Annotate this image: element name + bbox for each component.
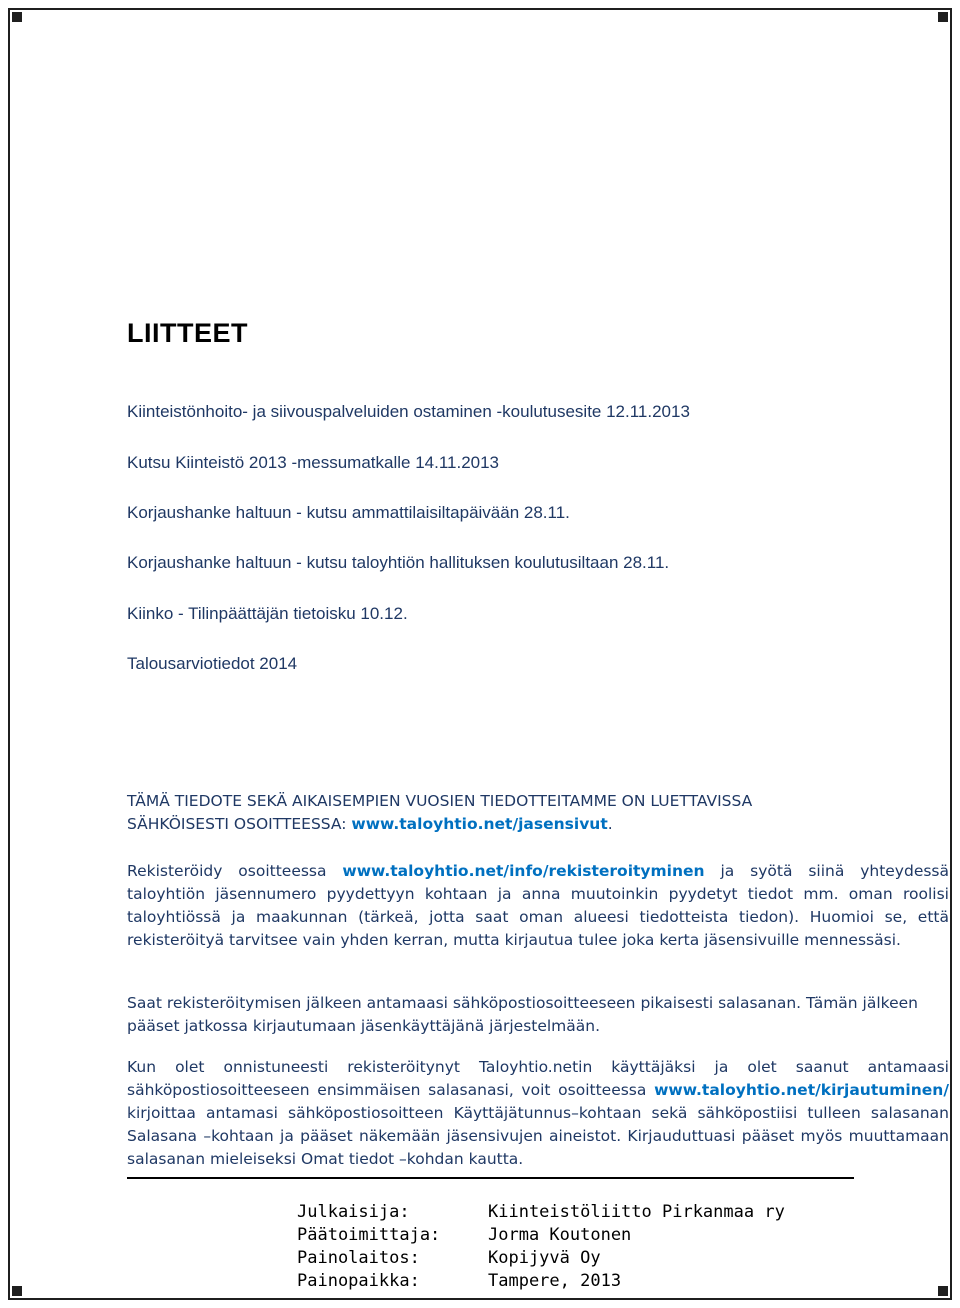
electronic-notice: [127, 790, 950, 1168]
colophon-row: [297, 1201, 785, 1224]
colophon-value: Kopijyvä Oy: [488, 1248, 601, 1268]
member-pages-link[interactable]: www.taloyhtio.net/jasensivut: [351, 815, 608, 833]
notice-heading-end: .: [607, 815, 613, 833]
colophon: [297, 1201, 785, 1293]
colophon-row: [297, 1247, 785, 1270]
registration-text: ja syötä siinä yhteydessä taloyhtiön jäsennumero pyydettyyn kohtaan ja anna muutoinkin pyydetyt tiedot mm. oman roolisi taloyhtiössä ja maakunnan (tärkeä, jotta saat oman alueesi tiedotteista tiedon). Huomioi se, että rekisteröityä tarvitsee vain yhden kerran, mutta kirjautua tulee joka kerta jäsensivuille mennessäsi.: [127, 862, 950, 949]
attachment-item: Talousarviotiedot 2014: [127, 654, 298, 673]
colophon-value: Kiinteistöliitto Pirkanmaa ry: [488, 1202, 785, 1222]
page-content: [127, 0, 950, 1308]
colophon-label: Julkaisija:: [297, 1202, 410, 1222]
login-text: kirjoittaa antamasi sähköpostiosoitteen Käyttäjätunnus–kohtaan sekä sähköpostiisi tulleen salasanan Salasana –kohtaan ja pääset näkemään jäsensivujen aineistot. Kirjauduttuasi pääset myös muuttamaan salasanan mieleiseksi Omat tiedot –kohdan kautta.: [127, 1104, 949, 1168]
registration-link[interactable]: www.taloyhtio.net/info/rekisteroityminen: [342, 862, 705, 880]
colophon-row: [297, 1270, 785, 1293]
login-paragraph: [127, 1056, 949, 1171]
separator-line: [127, 1177, 854, 1179]
colophon-label: Painopaikka:: [297, 1271, 420, 1291]
colophon-label: Päätoimittaja:: [297, 1225, 441, 1245]
colophon-value: Jorma Koutonen: [488, 1225, 632, 1245]
registration-prefix: Rekisteröidy osoitteessa: [127, 862, 343, 880]
attachment-item: Korjaushanke haltuun - kutsu taloyhtiön hallituksen koulutusiltaan 28.11.: [127, 553, 670, 572]
attachment-item: Kiinteistönhoito- ja siivouspalveluiden ostaminen -koulutusesite 12.11.2013: [127, 402, 690, 421]
colophon-label: Painolaitos:: [297, 1248, 420, 1268]
page-title: LIITTEET: [127, 318, 248, 348]
corner-mark-top-left: [12, 12, 22, 22]
attachment-item: Kiinko - Tilinpäättäjän tietoisku 10.12.: [127, 604, 408, 623]
corner-mark-bottom-left: [12, 1286, 22, 1296]
password-paragraph: Saat rekisteröitymisen jälkeen antamaasi sähköpostiosoitteeseen pikaisesti salasanan. Tämän jälkeen pääset jatkossa kirjautumaan jäsenkäyttäjänä järjestelmään.: [127, 994, 918, 1035]
colophon-value: Tampere, 2013: [488, 1271, 622, 1291]
colophon-row: [297, 1224, 785, 1247]
attachment-item: Kutsu Kiinteistö 2013 -messumatkalle 14.11.2013: [127, 453, 500, 472]
registration-paragraph: [127, 860, 949, 952]
notice-heading: [127, 790, 947, 836]
notice-heading-line1: TÄMÄ TIEDOTE SEKÄ AIKAISEMPIEN VUOSIEN TIEDOTTEITAMME ON LUETTAVISSA: [127, 792, 753, 810]
login-link[interactable]: www.taloyhtio.net/kirjautuminen/: [654, 1081, 949, 1099]
attachment-item: Korjaushanke haltuun - kutsu ammattilaisiltapäivään 28.11.: [127, 503, 570, 522]
login-prefix: Kun olet onnistuneesti rekisteröitynyt Taloyhtio.netin käyttäjäksi ja olet saanut antamaasi sähköpostiosoitteeseen ensimmäisen salasanasi, voit osoitteessa: [127, 1058, 949, 1099]
notice-heading-line2: SÄHKÖISESTI OSOITTEESSA:: [127, 815, 352, 833]
